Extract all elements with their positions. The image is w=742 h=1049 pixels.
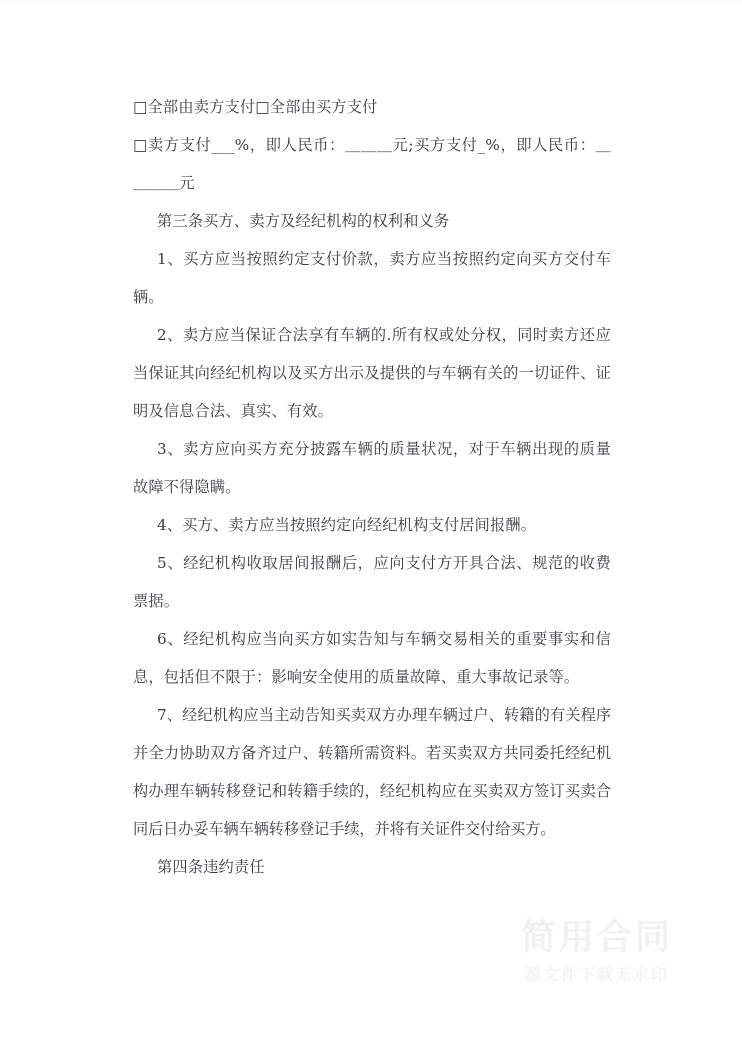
heading-article-4: 第四条违约责任 [157, 858, 265, 876]
paragraph-clause-5: 5、经纪机构收取居间报酬后，应向支付方开具合法、规范的收费票据。 [133, 554, 611, 610]
page-top-edge [0, 0, 742, 1]
paragraph-clause-3: 3、卖方应向买方充分披露车辆的质量状况，对于车辆出现的质量故障不得隐瞒。 [133, 440, 611, 496]
paragraph-clause-1: 1、买方应当按照约定支付价款，卖方应当按照约定向买方交付车辆。 [133, 250, 611, 306]
paragraph-fee-option-line-2: □卖方支付___%，即人民币：＿＿＿元;买方支付_%，即人民币：＿＿＿＿元 [133, 136, 611, 192]
paragraph-fee-option-line-1: □全部由卖方支付□全部由买方支付 [133, 98, 378, 116]
heading-article-3: 第三条买方、卖方及经纪机构的权利和义务 [157, 212, 450, 230]
paragraph-clause-7: 7、经纪机构应当主动告知买卖双方办理车辆过户、转籍的有关程序并全力协助双方备齐过户、转籍所需资料。若买卖双方共同委托经纪机构办理车辆转移登记和转籍手续的，经纪机构应在买卖双方签订买卖合同后日办妥车辆车辆转移登记手续，并将有关证件交付给买方。 [133, 706, 611, 838]
paragraph-clause-4: 4、买方、卖方应当按照约定向经纪机构支付居间报酬。 [157, 516, 537, 534]
paragraph-clause-2: 2、卖方应当保证合法享有车辆的.所有权或处分权，同时卖方还应当保证其向经纪机构以及买方出示及提供的与车辆有关的一切证件、证明及信息合法、真实、有效。 [133, 326, 611, 420]
watermark [497, 920, 697, 985]
paragraph-clause-6: 6、经纪机构应当向买方如实告知与车辆交易相关的重要事实和信息，包括但不限于：影响安全使用的质量故障、重大事故记录等。 [133, 630, 611, 686]
document-text-body [133, 88, 611, 886]
watermark-title: 简用合同 [520, 918, 673, 958]
watermark-subtitle: 源文件下载无水印 [524, 964, 669, 984]
